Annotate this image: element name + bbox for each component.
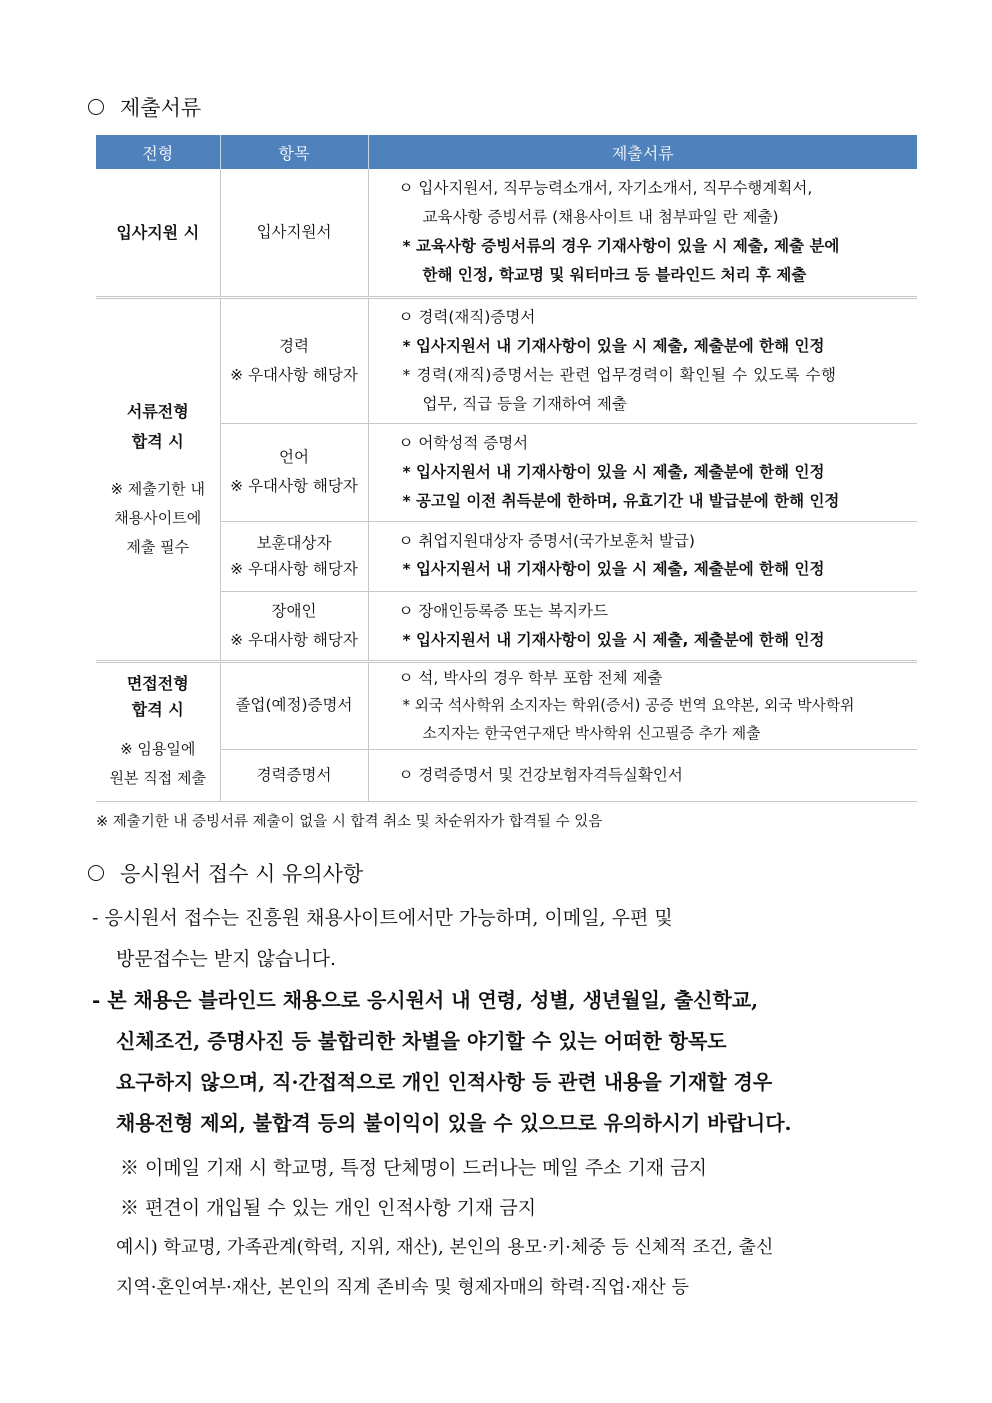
table-header-row: [96, 135, 917, 169]
content-line: * 교육사항 증빙서류의 경우 기재사항이 있을 시 제출, 제출 분에: [402, 237, 840, 256]
item-label: 언어: [279, 448, 309, 466]
stage-note: ※ 제출기한 내: [110, 479, 206, 498]
stage-note: 제출 필수: [126, 537, 190, 556]
stage-line: 합격 시: [131, 699, 184, 719]
content-line: 소지자는 한국연구재단 박사학위 신고필증 추가 제출: [422, 724, 761, 742]
notice-paragraph-1: [92, 898, 673, 980]
stage-note: ※ 임용일에: [120, 739, 196, 758]
content-line: * 입사지원서 내 기재사항이 있을 시 제출, 제출분에 한해 인정: [402, 336, 825, 355]
paragraph-line: ※ 편견이 개입될 수 있는 개인 인적사항 기재 금지: [120, 1197, 537, 1219]
content-line: * 경력(재직)증명서는 관련 업무경력이 확인될 수 있도록 수행: [402, 365, 837, 384]
content-cell: [368, 749, 917, 801]
content-line: ㅇ 취업지원대상자 증명서(국가보훈처 발급): [398, 532, 695, 550]
section-title-documents: [88, 92, 201, 122]
stage-line: 합격 시: [131, 431, 184, 451]
content-line: * 입사지원서 내 기재사항이 있을 시 제출, 제출분에 한해 인정: [402, 560, 825, 578]
item-cell: [220, 521, 368, 591]
content-cell: [368, 661, 917, 749]
header-stage: 전형: [96, 135, 220, 169]
stage-cell: 입사지원 시: [96, 169, 220, 297]
table-footnote: ※ 제출기한 내 증빙서류 제출이 없을 시 합격 취소 및 차순위자가 합격될 수 있음: [96, 814, 603, 830]
content-line: ㅇ 입사지원서, 직무능력소개서, 자기소개서, 직무수행계획서,: [398, 179, 813, 198]
paragraph-line: ※ 이메일 기재 시 학교명, 특정 단체명이 드러나는 메일 주소 기재 금지: [120, 1157, 708, 1179]
stage-line: 서류전형: [126, 401, 189, 421]
header-documents: 제출서류: [368, 135, 917, 169]
header-item: 항목: [220, 135, 368, 169]
table-row: [96, 297, 917, 423]
content-cell: [368, 591, 917, 661]
table-row: [96, 423, 917, 521]
content-line: 업무, 직급 등을 기재하여 제출: [422, 394, 627, 413]
stage-cell: [96, 661, 220, 801]
circle-bullet-icon: [88, 99, 104, 115]
paragraph-line: 지역·혼인여부·재산, 본인의 직계 존비속 및 형제자매의 학력·직업·재산 등: [116, 1277, 689, 1298]
content-line: ㅇ 어학성적 증명서: [398, 433, 529, 452]
paragraph-line: 방문접수는 받지 않습니다.: [116, 948, 337, 970]
content-line: * 입사지원서 내 기재사항이 있을 시 제출, 제출분에 한해 인정: [402, 462, 825, 481]
content-line: * 입사지원서 내 기재사항이 있을 시 제출, 제출분에 한해 인정: [402, 630, 825, 649]
content-line: ㅇ 장애인등록증 또는 복지카드: [398, 601, 608, 620]
stage-note: 원본 직접 제출: [109, 768, 206, 787]
content-line: ㅇ 경력(재직)증명서: [398, 307, 536, 326]
section-title-text: 제출서류: [120, 96, 202, 120]
notice-paragraph-2: [92, 980, 792, 1144]
item-label: 보훈대상자: [256, 534, 332, 552]
table-row: [96, 661, 917, 749]
item-cell: [220, 297, 368, 423]
paragraph-line: 예시) 학교명, 가족관계(학력, 지위, 재산), 본인의 용모·키·체중 등 신체적 조건, 출신: [116, 1237, 774, 1258]
item-note: ※ 우대사항 해당자: [230, 477, 358, 495]
item-cell: 입사지원서: [220, 169, 368, 297]
content-cell: [368, 423, 917, 521]
paragraph-line: 신체조건, 증명사진 등 불합리한 차별을 야기할 수 있는 어떠한 항목도: [116, 1029, 727, 1053]
content-line: 교육사항 증빙서류 (채용사이트 내 첨부파일 란 제출): [422, 208, 779, 227]
content-cell: [368, 169, 917, 297]
content-cell: [368, 521, 917, 591]
content-cell: [368, 297, 917, 423]
content-line: 한해 인정, 학교명 및 워터마크 등 블라인드 처리 후 제출: [422, 266, 807, 285]
paragraph-line: 요구하지 않으며, 직·간접적으로 개인 인적사항 등 관련 내용을 기재할 경우: [116, 1070, 773, 1094]
section-title-text: 응시원서 접수 시 유의사항: [120, 862, 364, 886]
stage-line: 면접전형: [126, 673, 189, 693]
table-row: [96, 591, 917, 661]
paragraph-line: - 응시원서 접수는 진흥원 채용사이트에서만 가능하며, 이메일, 우편 및: [92, 907, 673, 929]
content-line: * 외국 석사학위 소지자는 학위(증서) 공증 번역 요약본, 외국 박사학위: [402, 696, 855, 714]
item-note: ※ 우대사항 해당자: [230, 630, 358, 649]
content-line: * 공고일 이전 취득분에 한하며, 유효기간 내 발급분에 한해 인정: [402, 491, 840, 510]
paragraph-line: 채용전형 제외, 불합격 등의 불이익이 있을 수 있으므로 유의하시기 바랍니다.: [116, 1111, 792, 1135]
notice-paragraph-3: [92, 1148, 773, 1308]
documents-table: [96, 135, 917, 802]
item-cell: 졸업(예정)증명서: [220, 661, 368, 749]
item-label: 경력: [279, 336, 309, 355]
stage-cell: [96, 297, 220, 661]
table-row: [96, 521, 917, 591]
section-title-notes: [88, 858, 363, 888]
item-note: ※ 우대사항 해당자: [230, 365, 358, 384]
item-cell: 경력증명서: [220, 749, 368, 801]
item-cell: [220, 591, 368, 661]
stage-note: 채용사이트에: [114, 508, 202, 527]
paragraph-line: - 본 채용은 블라인드 채용으로 응시원서 내 연령, 성별, 생년월일, 출신학교,: [92, 988, 759, 1012]
table-row: [96, 749, 917, 801]
circle-bullet-icon: [88, 865, 104, 881]
content-line: ㅇ 석, 박사의 경우 학부 포함 전체 제출: [398, 668, 663, 687]
table-row: [96, 169, 917, 297]
item-note: ※ 우대사항 해당자: [230, 560, 358, 578]
item-cell: [220, 423, 368, 521]
item-label: 장애인: [271, 601, 317, 620]
content-line: ㅇ 경력증명서 및 건강보험자격득실확인서: [398, 765, 683, 784]
